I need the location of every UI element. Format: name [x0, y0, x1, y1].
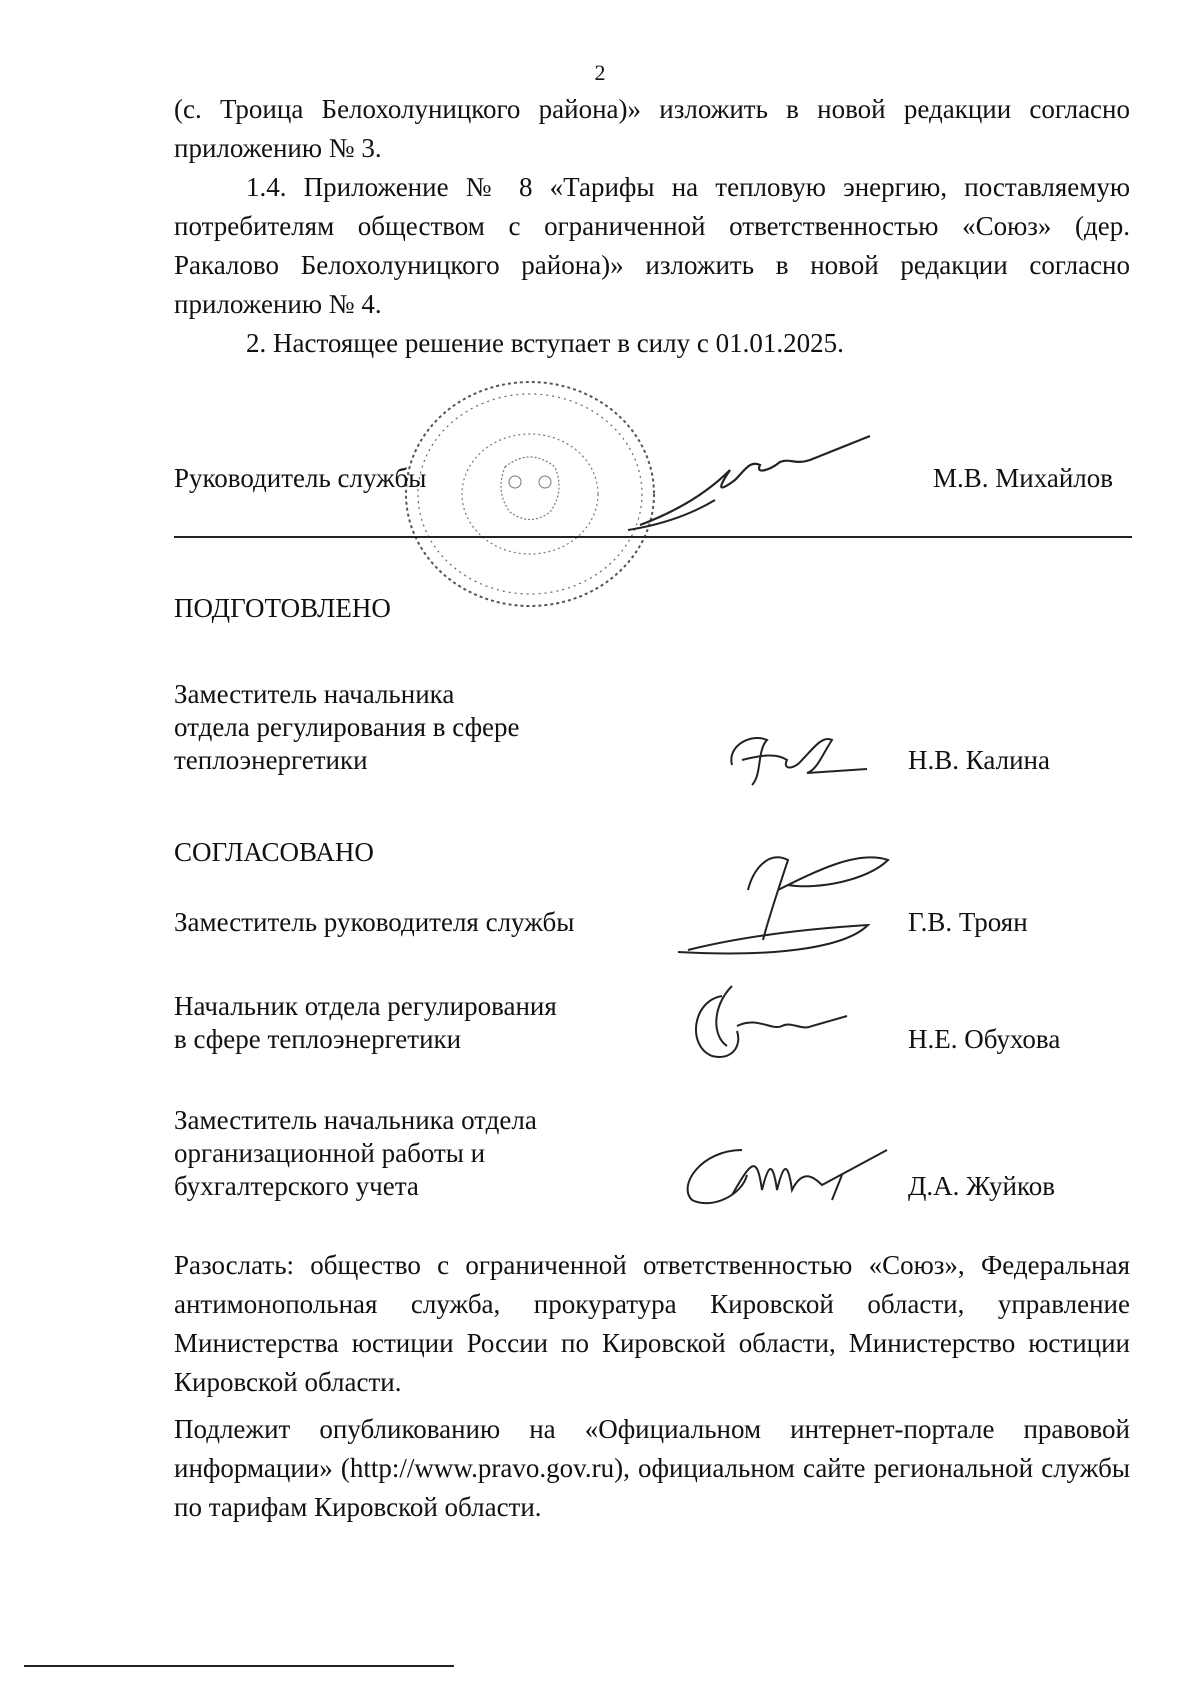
- agreed-heading: СОГЛАСОВАНО: [174, 837, 374, 867]
- agreed-position-line: Начальник отдела регулирования: [174, 991, 557, 1021]
- prepared-position-line: теплоэнергетики: [174, 745, 368, 775]
- prepared-heading: ПОДГОТОВЛЕНО: [174, 593, 391, 623]
- distribution-list: Разослать: общество с ограниченной ответственностью «Союз», Федеральная антимонопольная служба, прокуратура Кировской области, управление Министерства юстиции России по Кировской области, Министерство юстиции Кировской области.: [174, 1250, 1130, 1397]
- paragraph-1-4: 1.4. Приложение № 8 «Тарифы на тепловую энергию, поставляемую потребителям обществом с ограниченной ответственностью «Союз» (дер. Ракалово Белохолуницкого района)» изложить в новой редакции согласно приложению № 4.: [174, 172, 1130, 319]
- publication-note: Подлежит опубликованию на «Официальном интернет-портале правовой информации» (http://www.pravo.gov.ru), официальном сайте региональной службы по тарифам Кировской области.: [174, 1414, 1130, 1522]
- paragraph-continuation: (с. Троица Белохолуницкого района)» изложить в новой редакции согласно приложению № 3.: [174, 94, 1130, 163]
- agreed-name: Н.Е. Обухова: [908, 1024, 1061, 1054]
- agreed-position-line: Заместитель руководителя службы: [174, 907, 575, 937]
- page-number: 2: [594, 60, 606, 85]
- agreed-name: Д.А. Жуйков: [908, 1171, 1055, 1201]
- head-name: М.В. Михайлов: [933, 463, 1114, 493]
- agreed-position-line: Заместитель начальника отдела: [174, 1105, 537, 1135]
- agreed-signature-1: [668, 830, 908, 970]
- agreed-name: Г.В. Троян: [908, 907, 1028, 937]
- prepared-position-line: Заместитель начальника: [174, 679, 455, 709]
- footer-line: [24, 1665, 454, 1667]
- agreed-position-line: бухгалтерского учета: [174, 1171, 419, 1201]
- prepared-signature: [722, 725, 872, 795]
- head-signature: [620, 430, 880, 540]
- agreed-signature-3: [672, 1130, 902, 1210]
- agreed-signature-2: [682, 976, 852, 1066]
- agreed-position-line: в сфере теплоэнергетики: [174, 1024, 462, 1054]
- separator-line: [174, 536, 1132, 538]
- prepared-position-line: отдела регулирования в сфере: [174, 712, 520, 742]
- agreed-position-line: организационной работы и: [174, 1138, 486, 1168]
- head-position-label: Руководитель службы: [174, 463, 427, 493]
- paragraph-2: 2. Настоящее решение вступает в силу с 01.01.2025.: [246, 328, 844, 358]
- prepared-name: Н.В. Калина: [908, 745, 1050, 775]
